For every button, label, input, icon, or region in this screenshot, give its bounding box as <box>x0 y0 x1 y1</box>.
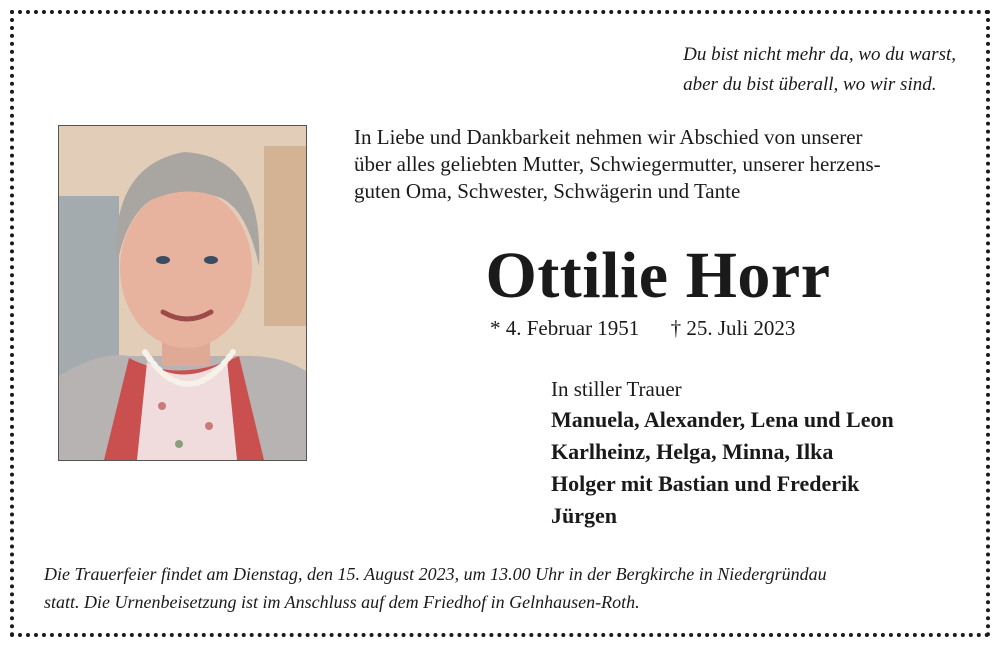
portrait-photo <box>58 125 307 461</box>
mourner-family: Karlheinz, Helga, Minna, Ilka <box>551 439 834 464</box>
funeral-notice <box>44 560 964 616</box>
mourners-lead: In stiller Trauer <box>551 377 682 401</box>
memorial-quote <box>683 40 956 100</box>
mourner-family: Manuela, Alexander, Lena und Leon <box>551 407 894 432</box>
intro-line-2: über alles geliebten Mutter, Schwiegermutter, unserer herzens- <box>354 152 881 176</box>
mourner-family: Holger mit Bastian und Frederik <box>551 471 860 496</box>
funeral-line-1: Die Trauerfeier findet am Dienstag, den 15. August 2023, um 13.00 Uhr in der Bergkirche in Niedergründau <box>44 564 827 584</box>
portrait-illustration <box>59 126 306 460</box>
mourners-block <box>551 374 894 532</box>
intro-line-3: guten Oma, Schwester, Schwägerin und Tante <box>354 179 741 203</box>
mourner-family: Jürgen <box>551 503 617 528</box>
funeral-line-2: statt. Die Urnenbeisetzung ist im Anschluss auf dem Friedhof in Gelnhausen-Roth. <box>44 592 640 612</box>
life-dates <box>490 314 795 342</box>
intro-line-1: In Liebe und Dankbarkeit nehmen wir Abschied von unserer <box>354 125 863 149</box>
death-date: † 25. Juli 2023 <box>670 316 796 340</box>
deceased-name: Ottilie Horr <box>485 239 831 312</box>
birth-date: * 4. Februar 1951 <box>490 316 640 340</box>
intro-text <box>354 124 964 205</box>
quote-line-2: aber du bist überall, wo wir sind. <box>683 74 937 95</box>
quote-line-1: Du bist nicht mehr da, wo du warst, <box>683 44 956 65</box>
